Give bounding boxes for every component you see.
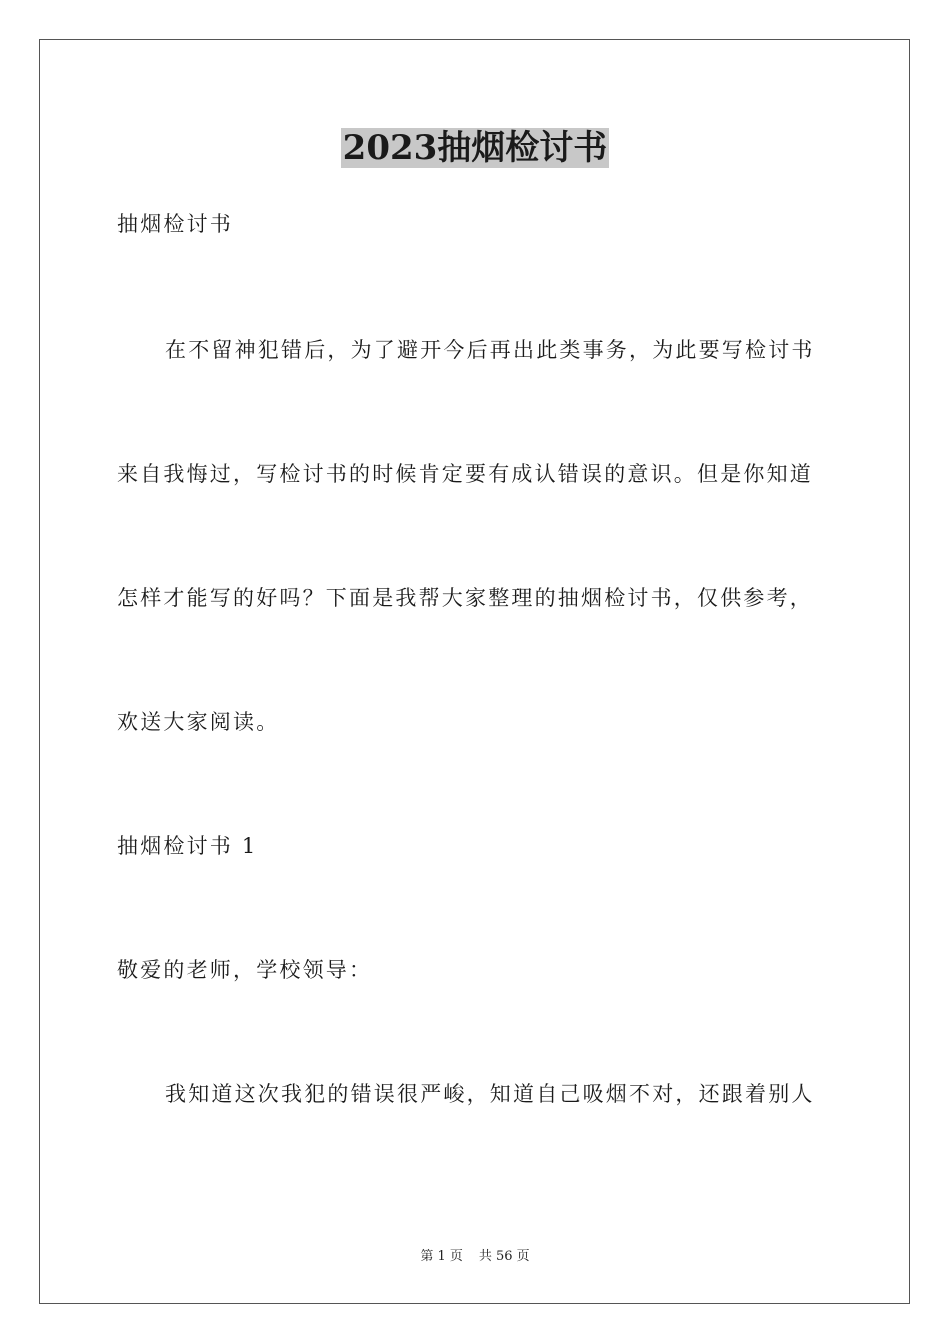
page-footer [0, 1248, 950, 1266]
document-title-text: 2023抽烟检讨书 [342, 128, 608, 168]
page-number: 第 1 页 [420, 1249, 463, 1264]
paragraph-line: 欢送大家阅读。 [117, 710, 280, 734]
paragraph-line: 怎样才能写的好吗？下面是我帮大家整理的抽烟检讨书，仅供参考， [117, 586, 813, 610]
paragraph-line: 来自我悔过，写检讨书的时候肯定要有成认错误的意识。但是你知道 [117, 462, 813, 486]
page-total: 共 56 页 [478, 1249, 530, 1264]
document-title [0, 126, 950, 170]
paragraph-line: 在不留神犯错后，为了避开今后再出此类事务，为此要写检讨书 [165, 338, 815, 362]
section-heading: 抽烟检讨书 1 [117, 834, 258, 858]
salutation-line: 敬爱的老师，学校领导： [117, 958, 373, 982]
subtitle-line: 抽烟检讨书 [117, 212, 233, 236]
paragraph-line: 我知道这次我犯的错误很严峻，知道自己吸烟不对，还跟着别人 [165, 1082, 815, 1106]
